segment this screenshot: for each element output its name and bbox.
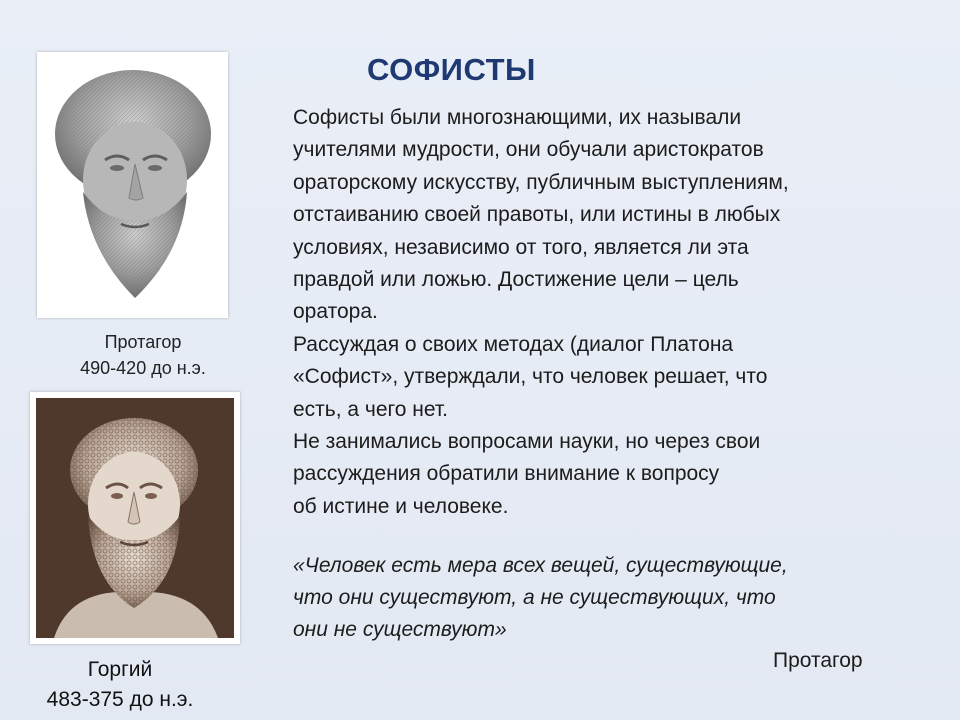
quote-line: что они существуют, а не существующих, что — [293, 586, 776, 609]
body-line: есть, а чего нет. — [293, 397, 448, 421]
protagoras-dates: 490-420 до н.э. — [80, 358, 206, 378]
gorgias-caption — [25, 655, 215, 715]
body-line: учителями мудрости, они обучали аристократов — [293, 138, 764, 162]
quote — [293, 550, 893, 646]
body-line: оратора. — [293, 300, 378, 324]
body-line: правдой или ложью. Достижение цели – цель — [293, 268, 739, 292]
gorgias-bust-image — [30, 392, 240, 644]
protagoras-portrait — [37, 52, 228, 318]
slide-title: СОФИСТЫ — [367, 52, 536, 87]
quote-line: «Человек есть мера всех вещей, существующие, — [293, 554, 788, 577]
gorgias-name: Горгий — [87, 658, 153, 681]
protagoras-name: Протагор — [104, 332, 182, 352]
body-line: отстаиванию своей правоты, или истины в любых — [293, 203, 781, 227]
quote-author: Протагор — [773, 649, 863, 672]
body-line: Софисты были многознающими, их называли — [293, 106, 742, 129]
gorgias-portrait — [30, 392, 240, 644]
body-line: Рассуждая о своих методах (диалог Платона — [293, 332, 734, 356]
body-line: Не занимались вопросами науки, но через свои — [293, 430, 761, 454]
body-text — [293, 102, 903, 523]
body-line: ораторскому искусству, публичным выступлениям, — [293, 170, 789, 194]
body-line: об истине и человеке. — [293, 494, 509, 518]
body-line: рассуждения обратили внимание к вопросу — [293, 462, 720, 486]
body-line: «Софист», утверждали, что человек решает, что — [293, 365, 768, 389]
protagoras-caption — [50, 329, 236, 381]
gorgias-dates: 483-375 до н.э. — [46, 688, 194, 711]
quote-line: они не существуют» — [293, 618, 507, 641]
body-line: условиях, независимо от того, является ли эта — [293, 235, 749, 259]
protagoras-bust-image — [37, 52, 228, 318]
